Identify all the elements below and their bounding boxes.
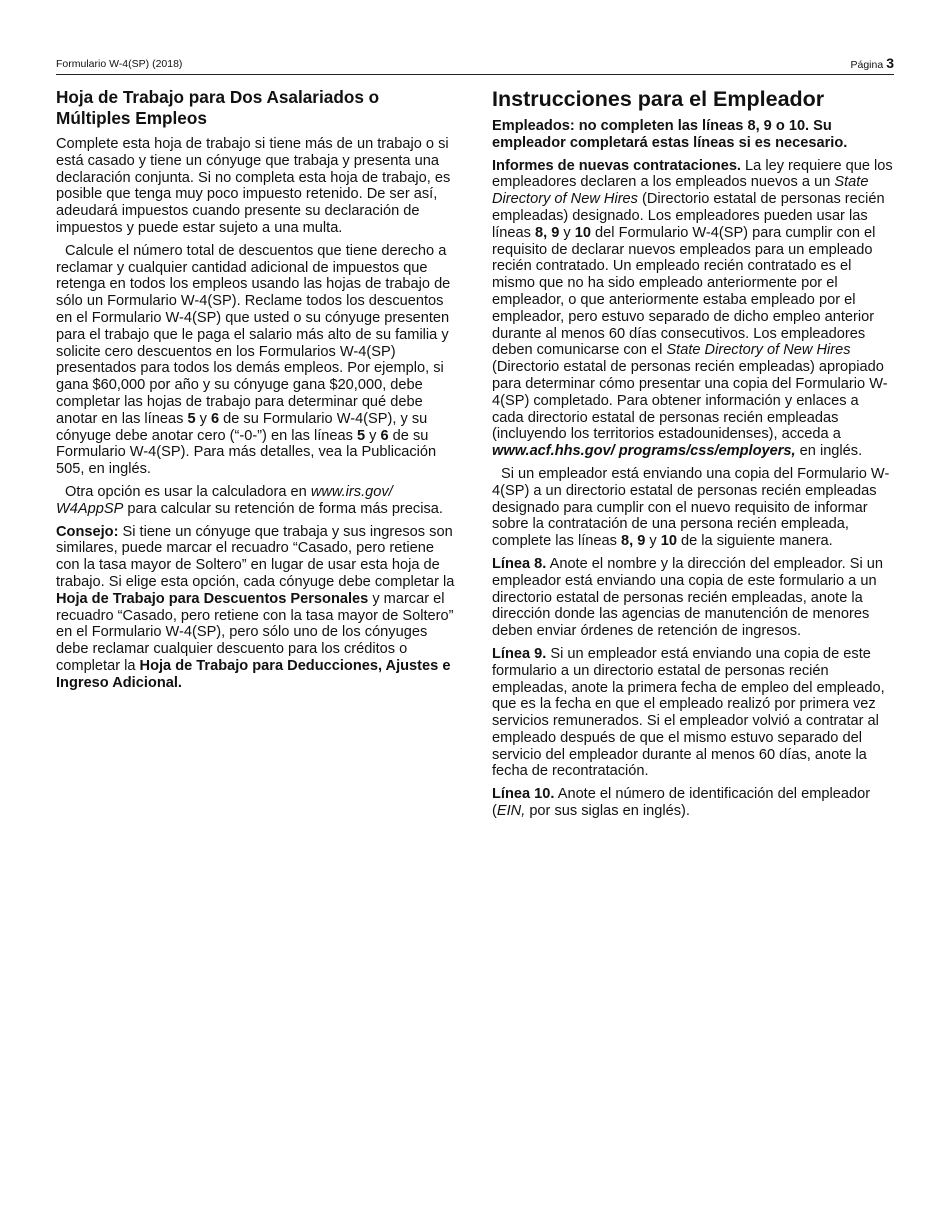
right-column [492, 86, 894, 826]
line-8-label: Línea 8. [492, 555, 547, 572]
employer-instructions-title: Instrucciones para el Empleador [492, 87, 825, 111]
line-10-label: Línea 10. [492, 786, 555, 803]
line-10-paragraph: Línea 10. Anote el número de identificación del empleador (EIN, por sus siglas en inglés). [492, 786, 871, 820]
form-reference: Formulario W-4(SP) (2018) [56, 58, 183, 70]
tip-label: Consejo: [56, 523, 119, 540]
worksheet-title: Hoja de Trabajo para Dos Asalariados o Múltiples Empleos [56, 87, 380, 128]
left-column [56, 86, 458, 698]
line-8-paragraph: Línea 8. Anote el nombre y la dirección del empleador. Si un empleador está enviando una copia de este formulario a un directorio estatal de personas recién empleadas, anote la dirección donde las agencias de manutención de menores deben enviar órdenes de retención de ingresos. [492, 555, 884, 640]
worksheet-paragraph-2: Calcule el número total de descuentos que tiene derecho a reclamar y cualquier cantidad adicional de impuestos que retenga en todos los empleos usando las hojas de trabajo de sólo un Formulario W-4(SP). Reclame todos los descuentos en el Formulario W-4(SP) que usted o su cónyuge presenten para el trabajo que le paga el salario más alto de su familia y solicite cero descuentos en los Formularios W-4(SP) presentados para todos los demás empleos. Por ejemplo, si gana $60,000 por año y su cónyuge gana $20,000, debe completar las hojas de trabajo para determinar qué debe anotar en las líneas 5 y 6 de su Formulario W-4(SP), y su cónyuge debe anotar cero (“-0-”) en las líneas 5 y 6 de su Formulario W-4(SP). Para más detalles, vea la Publicación 505, en inglés. [56, 242, 451, 478]
line-9-paragraph: Línea 9. Si un empleador está enviando una copia de este formulario a un directorio estatal de personas recién empleadas, anote la primera fecha de empleo del empleado, que es la fecha en que el empleado realizó por primera vez servicios remunerados. Si el empleador volvió a contratar al empleado después de que el mismo estuvo separado del servicio del empleador durante al menos 60 días, anote la fecha de recontratación. [492, 645, 885, 780]
new-hires-label: Informes de nuevas contrataciones. [492, 157, 741, 174]
page-label: Página [850, 59, 884, 71]
line-9-label: Línea 9. [492, 645, 547, 662]
copy-paragraph: Si un empleador está enviando una copia del Formulario W-4(SP) a un directorio estatal de personas recién empleadas designado para cumplir con el nuevo requisito de informar sobre la contratación de una persona recién empleada, complete las líneas 8, 9 y 10 de la siguiente manera. [492, 465, 890, 550]
worksheet-paragraph-3: Otra opción es usar la calculadora en www.irs.gov/ W4AppSP para calcular su retención de forma más precisa. [56, 483, 443, 517]
employee-note: Empleados: no completen las líneas 8, 9 o 10. Su empleador completará estas líneas si es necesario. [492, 118, 848, 151]
worksheet-paragraph-1: Complete esta hoja de trabajo si tiene más de un trabajo o si está casado y tiene un cónyuge que trabaja y presenta una declaración conjunta. Si no completa esta hoja de trabajo, es posible que tenga muy poco impuesto retenido. De ser así, adeudará impuestos cuando presente su declaración de impuestos y puede estar sujeto a una multa. [56, 136, 451, 236]
irs-calculator-link[interactable]: www.irs.gov/ W4AppSP [56, 483, 393, 517]
page-header [56, 54, 894, 75]
page-number: 3 [886, 55, 894, 71]
acf-hhs-link[interactable]: www.acf.hhs.gov/ programs/css/employers, [492, 443, 796, 460]
new-hires-paragraph: Informes de nuevas contrataciones. La ley requiere que los empleadores declaren a los empleados nuevos a un State Directory of New Hires (Directorio estatal de personas recién empleadas) designado. Los empleadores pueden usar las líneas 8, 9 y 10 del Formulario W-4(SP) para cumplir con el requisito de declarar nuevos empleados para un empleado recién contratado. Un empleado recién contratado es el mismo que no ha sido empleado anteriormente por el empleador, o que anteriormente estaba empleado por el empleador, pero estuvo separado de dicho empleo anterior durante al menos 60 días consecutivos. Los empleadores deben comunicarse con el State Directory of New Hires (Directorio estatal de personas recién empleadas) apropiado para determinar cómo presentar una copia del Formulario W-4(SP) completado. Para obtener información y enlaces a cada directorio estatal de personas recién empleadas (incluyendo los territorios estadounidenses), acceda a www.acf.hhs.gov/ programs/css/employers, en inglés. [492, 157, 893, 460]
tip-paragraph: Consejo: Si tiene un cónyuge que trabaja y sus ingresos son similares, puede marcar el recuadro “Casado, pero retiene con la tasa mayor de Soltero” en lugar de usar esta hoja de trabajo. Si elige esta opción, cada cónyuge debe completar la Hoja de Trabajo para Descuentos Personales y marcar el recuadro “Casado, pero retiene con la tasa mayor de Soltero” en el Formulario W-4(SP), pero sólo uno de los cónyuges debe reclamar cualquier descuento para los créditos o completar la Hoja de Trabajo para Deducciones, Ajustes e Ingreso Adicional. [56, 523, 455, 691]
page-reference [851, 55, 895, 71]
